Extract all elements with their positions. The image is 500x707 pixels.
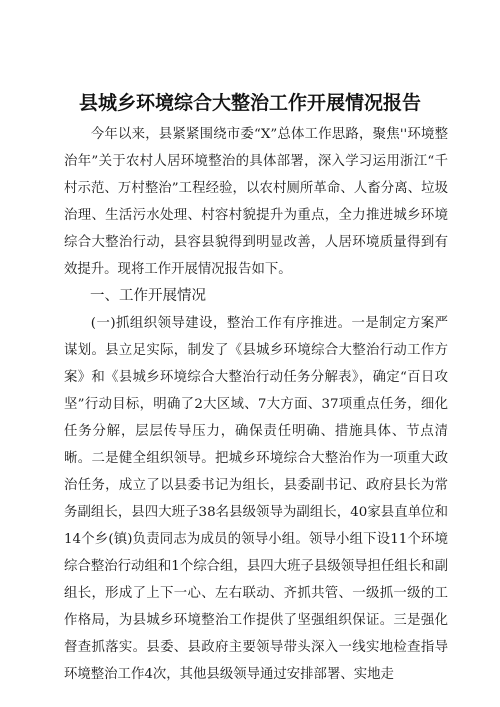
document-body <box>64 121 448 688</box>
intro-paragraph: 今年以来，县紧紧围绕市委“X”总体工作思路，聚焦''环境整治年”关于农村人居环境整治的具体部署，深入学习运用浙江“千村示范、万村整治”工程经验，以农村厕所革命、人畜分离、垃圾治理、生活污水处理、村容村貌提升为重点，全力推进城乡环境综合大整治行动，县容县貌得到明显改善，人居环境质量得到有效提升。现将工作开展情况报告如下。 <box>64 127 448 277</box>
section-heading: 一、工作开展情况 <box>90 288 206 304</box>
document-title: 县城乡环境综合大整治工作开展情况报告 <box>78 92 421 114</box>
section-paragraph: (一)抓组织领导建设，整治工作有序推进。一是制定方案严谋划。县立足实际，制发了《县城乡环境综合大整治行动工作方案》和《县城乡环境综合大整治行动任务分解表》，确定“百日攻坚”行动目标，明确了2大区域、7大方面、37项重点任务，细化任务分解，层层传导压力，确保责任明确、措施具体、节点清晰。二是健全组织领导。把城乡环境综合大整治作为一项重大政治任务，成立了以县委书记为组长，县委副书记、政府县长为常务副组长，县四大班子38名县级领导为副组长，40家县直单位和14个乡(镇)负责同志为成员的领导小组。领导小组下设11个环境综合整治行动组和1个综合组，县四大班子县级领导担任组长和副组长，形成了上下一心、左右联动、齐抓共管、一级抓一级的工作格局，为县城乡环境整治工作提供了坚强组织保证。三是强化督查抓落实。县委、县政府主要领导带头深入一线实地检查指导环境整治工作4次，其他县级领导通过安排部署、实地走 <box>64 316 448 682</box>
